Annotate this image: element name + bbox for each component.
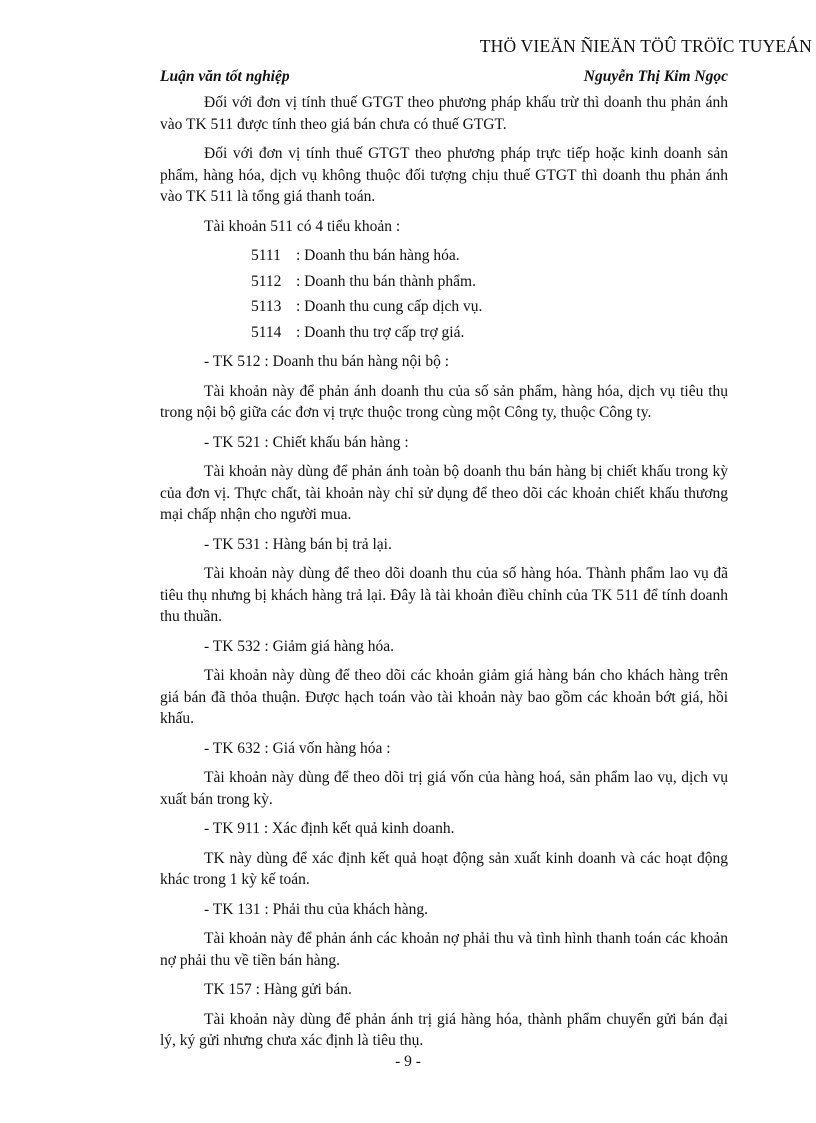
account-heading: - TK 632 : Giá vốn hàng hóa : (204, 739, 391, 757)
subaccount-item (160, 296, 728, 318)
account-heading: - TK 531 : Hàng bán bị trả lại. (204, 535, 392, 553)
account-heading: - TK 131 : Phải thu của khách hàng. (204, 900, 428, 918)
paragraph: Tài khoản này dùng để theo dõi doanh thu của số hàng hóa. Thành phẩm lao vụ đã tiêu thụ nhưng bị khách hàng trả lại. Đây là tài khoản điều chỉnh của TK 511 để tính doanh thu thuần. (160, 565, 728, 625)
paragraph: Tài khoản 511 có 4 tiểu khoản : (204, 217, 401, 235)
paragraph: TK này dùng để xác định kết quả hoạt động sản xuất kinh doanh và các hoạt động khác trong 1 kỳ kế toán. (160, 849, 728, 888)
page-body (160, 92, 728, 1060)
paragraph: Tài khoản này dùng để theo dõi các khoản giảm giá hàng bán cho khách hàng trên giá bán đã thỏa thuận. Được hạch toán vào tài khoản này bao gồm các khoản bớt giá, hồi khấu. (160, 667, 728, 727)
account-heading: - TK 512 : Doanh thu bán hàng nội bộ : (204, 353, 450, 370)
paragraph: Tài khoản này để phản ánh các khoản nợ phải thu và tình hình thanh toán các khoản nợ phải thu về tiền bán hàng. (160, 930, 728, 969)
header-author: Nguyễn Thị Kim Ngọc (583, 68, 728, 85)
paragraph: Tài khoản này dùng để theo dõi trị giá vốn của hàng hoá, sản phẩm lao vụ, dịch vụ xuất bán trong kỳ. (160, 769, 728, 808)
subaccount-desc: : Doanh thu bán thành phẩm. (296, 272, 476, 290)
subaccount-code: 5113 (251, 298, 282, 315)
account-heading: TK 157 : Hàng gửi bán. (204, 981, 352, 998)
subaccount-code: 5114 (251, 323, 282, 341)
subaccount-desc: : Doanh thu trợ cấp trợ giá. (296, 323, 465, 341)
paragraph: Tài khoản này dùng để phản ánh toàn bộ doanh thu bán hàng bị chiết khấu trong kỳ của đơn vị. Thực chất, tài khoản này chỉ sử dụng để theo dõi các khoản chiết khấu thương mại chấp nhận cho người mua. (160, 463, 728, 523)
subaccount-item (160, 245, 728, 267)
account-heading: - TK 911 : Xác định kết quả kinh doanh. (204, 820, 455, 837)
running-header (160, 68, 728, 86)
subaccount-desc: : Doanh thu cung cấp dịch vụ. (296, 298, 483, 315)
header-title: Luận văn tốt nghiệp (160, 68, 290, 85)
account-heading: - TK 521 : Chiết khấu bán hàng : (204, 433, 409, 451)
paragraph: Tài khoản này dùng để phản ánh trị giá hàng hóa, thành phẩm chuyển gửi bán đại lý, ký gửi nhưng chưa xác định là tiêu thụ. (160, 1010, 728, 1049)
subaccount-desc: : Doanh thu bán hàng hóa. (296, 247, 460, 264)
account-heading: - TK 532 : Giảm giá hàng hóa. (204, 637, 394, 655)
subaccount-item (160, 322, 728, 344)
subaccount-code: 5111 (251, 247, 281, 264)
paragraph: Đối với đơn vị tính thuế GTGT theo phương pháp trực tiếp hoặc kinh doanh sản phẩm, hàng hóa, dịch vụ không thuộc đối tượng chịu thuế GTGT thì doanh thu phản ánh vào TK 511 là tổng giá thanh toán. (160, 145, 728, 205)
page-number: - 9 - (395, 1053, 421, 1070)
subaccount-code: 5112 (251, 272, 282, 290)
paragraph: Đối với đơn vị tính thuế GTGT theo phương pháp khấu trừ thì doanh thu phản ánh vào TK 511 được tính theo giá bán chưa có thuế GTGT. (160, 94, 728, 133)
subaccount-item (160, 271, 728, 293)
site-watermark: THÖ VIEÄN ÑIEÄN TÖÛ TRÖÏC TUYEÁN (479, 36, 812, 56)
paragraph: Tài khoản này để phản ánh doanh thu của số sản phẩm, hàng hóa, dịch vụ tiêu thụ trong nội bộ giữa các đơn vị trực thuộc trong cùng một Công ty, thuộc Công ty. (160, 382, 728, 421)
